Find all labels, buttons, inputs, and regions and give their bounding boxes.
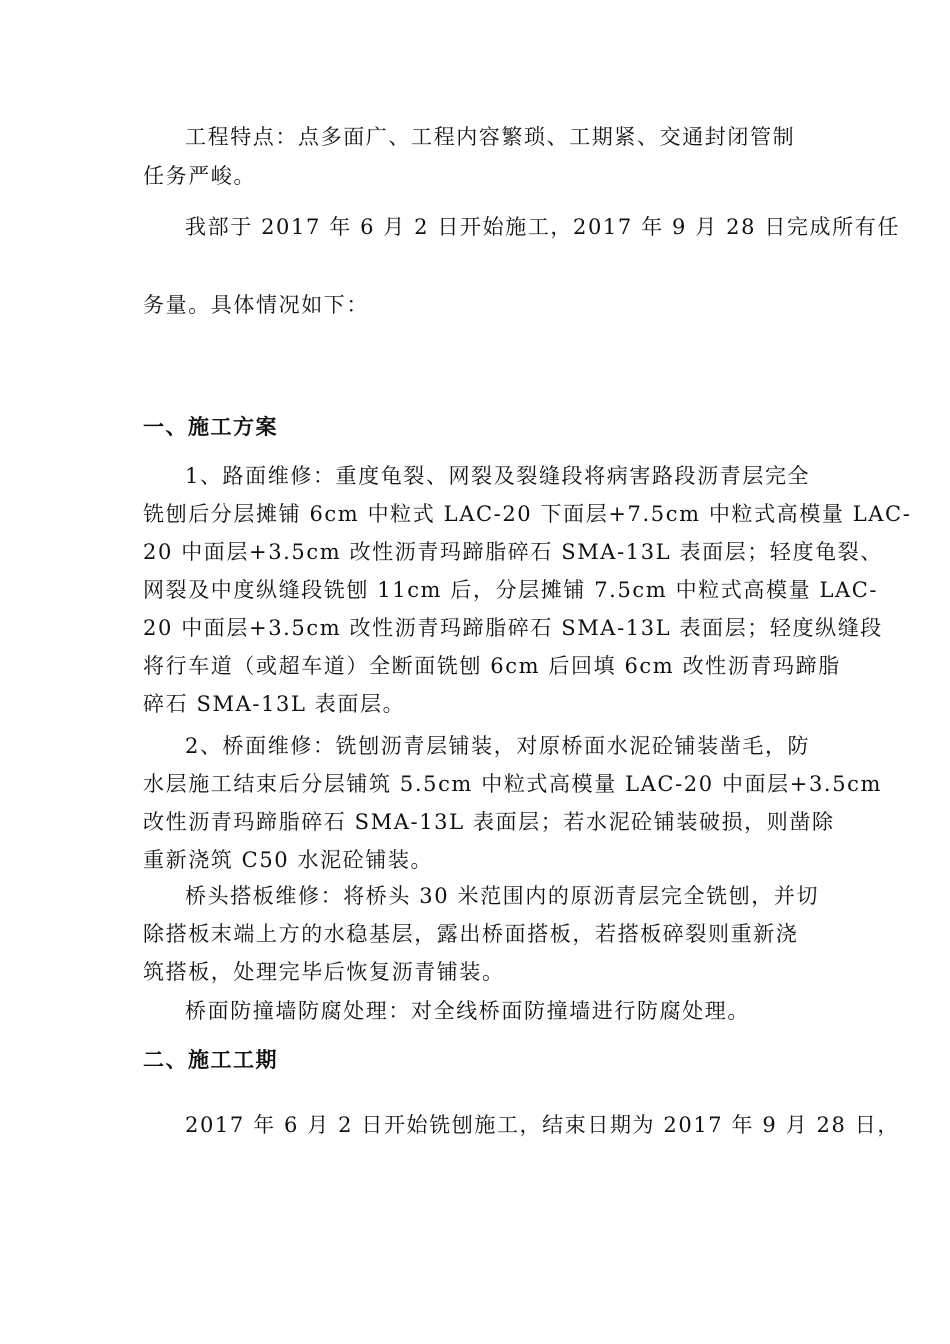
wall-line: 桥面防撞墙防腐处理：对全线桥面防撞墙进行防腐处理。 xyxy=(185,999,750,1023)
road-line-4: 网裂及中度纵缝段铣刨 11cm 后，分层摊铺 7.5cm 中粒式高模量 LAC- xyxy=(143,578,879,602)
bridge-line-4: 重新浇筑 C50 水泥砼铺装。 xyxy=(143,848,434,872)
slab-line-1: 桥头搭板维修：将桥头 30 米范围内的原沥青层完全铣刨，并切 xyxy=(185,884,820,908)
features-line-1: 工程特点：点多面广、工程内容繁琐、工期紧、交通封闭管制 xyxy=(185,125,796,149)
slab-line-3: 筑搭板，处理完毕后恢复沥青铺装。 xyxy=(143,960,505,984)
bridge-line-1: 2、桥面维修：铣刨沥青层铺装，对原桥面水泥砼铺装凿毛，防 xyxy=(185,734,811,758)
features-line-2: 任务严峻。 xyxy=(143,164,256,188)
road-line-6: 将行车道（或超车道）全断面铣刨 6cm 后回填 6cm 改性沥青玛蹄脂 xyxy=(143,654,841,678)
slab-line-2: 除搭板末端上方的水稳基层，露出桥面搭板，若搭板碎裂则重新浇 xyxy=(143,922,799,946)
road-line-3: 20 中面层+3.5cm 改性沥青玛蹄脂碎石 SMA-13L 表面层；轻度龟裂、 xyxy=(143,540,883,564)
section-heading-schedule: 二、施工工期 xyxy=(143,1048,278,1072)
bridge-line-2: 水层施工结束后分层铺筑 5.5cm 中粒式高模量 LAC-20 中面层+3.5cm xyxy=(143,772,883,796)
start-line-1: 我部于 2017 年 6 月 2 日开始施工，2017 年 9 月 28 日完成所有任 xyxy=(185,215,900,239)
bridge-line-3: 改性沥青玛蹄脂碎石 SMA-13L 表面层；若水泥砼铺装破损，则凿除 xyxy=(143,810,835,834)
road-line-5: 20 中面层+3.5cm 改性沥青玛蹄脂碎石 SMA-13L 表面层；轻度纵缝段 xyxy=(143,616,883,640)
section-heading-plan: 一、施工方案 xyxy=(143,415,278,439)
road-line-7: 碎石 SMA-13L 表面层。 xyxy=(143,692,406,716)
start-line-2: 务量。具体情况如下： xyxy=(143,293,369,317)
road-line-1: 1、路面维修：重度龟裂、网裂及裂缝段将病害路段沥青层完全 xyxy=(185,464,811,488)
road-line-2: 铣刨后分层摊铺 6cm 中粒式 LAC-20 下面层+7.5cm 中粒式高模量 LAC- xyxy=(143,502,912,526)
schedule-line-1: 2017 年 6 月 2 日开始铣刨施工，结束日期为 2017 年 9 月 28 日， xyxy=(185,1113,900,1137)
